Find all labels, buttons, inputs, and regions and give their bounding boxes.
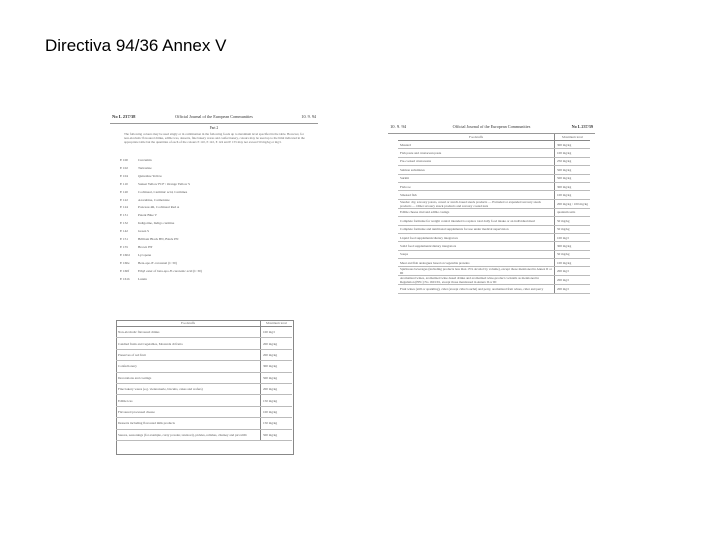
max-level-cell: 100 mg/kg — [555, 191, 590, 199]
foodstuff-cell: Salmon substitutes — [398, 166, 555, 174]
e-number: E 151 — [120, 237, 129, 242]
table-row — [398, 141, 590, 149]
foodstuff-cell: Decorations and coatings — [116, 372, 261, 383]
colour-list-item — [120, 252, 250, 260]
colour-list-item — [120, 268, 250, 276]
colour-list-item — [120, 260, 250, 268]
colour-name: Quinoline Yellow — [138, 173, 162, 178]
max-level-cell: 100 mg/kg — [555, 149, 590, 157]
colour-list-item — [120, 220, 250, 228]
max-level-cell: 500 mg/kg — [555, 166, 590, 174]
table-row — [398, 149, 590, 157]
table-row — [398, 250, 590, 258]
e-number: E 131 — [120, 213, 129, 218]
table-row — [398, 174, 590, 182]
foodstuff-cell: Complete formulae for weight control intended to replace total daily food intake or an individual meal — [398, 217, 555, 225]
max-level-cell: 50 mg/kg — [555, 225, 590, 233]
table-row — [116, 349, 292, 360]
scanned-page-left — [110, 110, 318, 455]
colour-name: Lycopene — [138, 252, 152, 257]
colour-list — [120, 157, 250, 284]
page-date: 10. 9. 94 — [301, 114, 316, 119]
foodstuff-cell: Sauces, seasonings (for example, curry powder, tandoori), pickles, relishes, chutney and piccalilli — [116, 429, 261, 440]
max-level-cell: 200 mg/kg — [261, 338, 293, 349]
table-row — [398, 276, 590, 285]
table-row — [398, 259, 590, 267]
table-row — [398, 157, 590, 165]
max-level-cell: 100 mg/l — [261, 327, 293, 338]
colour-list-item — [120, 189, 250, 197]
colour-name: Ethyl ester of beta-apo-8'-carotenic acid (C 30) — [138, 268, 202, 273]
colour-name: Azorubine, Carmoisine — [138, 197, 170, 202]
foodstuff-cell: Solid food supplements/dietary integrators — [398, 242, 555, 250]
max-level-cell: 100 mg/kg — [261, 406, 293, 417]
colour-list-item — [120, 165, 250, 173]
foodstuff-cell: Non-alcoholic flavoured drinks — [116, 327, 261, 338]
table-row — [398, 233, 590, 241]
header-rule — [110, 123, 318, 124]
colour-list-item — [120, 157, 250, 165]
max-level-cell: 50 mg/kg — [555, 250, 590, 258]
col-header-max-level: Maximum level — [555, 134, 590, 141]
max-level-cell: 200 mg/kg / 100 mg/kg — [555, 199, 590, 208]
page-date: 10. 9. 94 — [390, 124, 407, 129]
table-row — [116, 372, 292, 383]
colour-list-item — [120, 197, 250, 205]
e-number: E 122 — [120, 197, 129, 202]
col-header-foodstuffs: Foodstuffs — [116, 320, 261, 327]
e-number: E 142 — [120, 229, 129, 234]
colour-list-item — [120, 204, 250, 212]
foodstuff-cell: Fine bakery wares (e.g. viennoiserie, biscuits, cakes and wafers) — [116, 383, 261, 394]
colour-name: Lutein — [138, 276, 147, 281]
max-level-cell: quantum satis — [555, 208, 590, 216]
page-ref: No L 237/39 — [571, 124, 593, 129]
max-level-cell: 500 mg/kg — [555, 174, 590, 182]
table-row — [116, 338, 292, 349]
colour-list-item — [120, 276, 250, 284]
table-row — [398, 182, 590, 190]
table-row — [116, 383, 292, 394]
table-row — [398, 166, 590, 174]
colour-list-item — [120, 173, 250, 181]
page-header — [110, 114, 318, 122]
page-header — [388, 124, 595, 132]
table-row — [116, 395, 292, 406]
e-number: E 160d — [120, 252, 130, 257]
max-level-cell: 300 mg/kg — [261, 361, 293, 372]
max-level-cell: 250 mg/kg — [555, 157, 590, 165]
table-row — [398, 217, 590, 225]
part-heading: Part 2 — [209, 126, 219, 130]
e-number: E 124 — [120, 205, 129, 210]
foodstuff-cell: Spirituous beverages (including products less than 15% alcohol by volume), except those mentioned in Annex II or III — [398, 267, 555, 276]
colour-name: Tartrazine — [138, 165, 152, 170]
e-number: E 160f — [120, 268, 130, 273]
col-header-max-level: Maximum level — [261, 320, 293, 327]
foodstuff-cell: Preserves of red fruit — [116, 349, 261, 360]
colour-name: Cochineal, Carminic acid, Carmines — [138, 189, 188, 194]
max-level-cell: 300 mg/kg — [555, 141, 590, 149]
foodstuff-cell: Fish roe — [398, 182, 555, 190]
table-row — [398, 208, 590, 216]
colour-name: Patent Blue V — [138, 213, 157, 218]
table-row — [398, 199, 590, 208]
foodstuff-cell: Confectionery — [116, 361, 261, 372]
foodstuff-cell: Edible ices — [116, 395, 261, 406]
foodstuff-cell: Meat and fish analogues based on vegetable proteins — [398, 259, 555, 267]
foodstuff-cell: Fruit wines (still or sparkling), cider (except cidre bouché) and perry, aromatized fruit wines, cider and perry — [398, 285, 555, 293]
foodstuff-cell: Mustard — [398, 141, 555, 149]
table-row — [398, 191, 590, 199]
foodstuff-cell: Fish paste and crustacean paste — [398, 149, 555, 157]
max-level-cell: 200 mg/l — [555, 267, 590, 276]
table-row — [116, 406, 292, 417]
max-level-cell: 150 mg/kg — [261, 418, 293, 429]
colour-name: Curcumin — [138, 158, 152, 162]
colour-name: Brilliant Black BN, Black PN — [138, 237, 179, 242]
foodstuff-cell: Liquid food supplements/dietary integrators — [398, 233, 555, 241]
colour-name: Ponceau 4R, Cochineal Red A — [138, 205, 180, 210]
table-row — [398, 285, 590, 293]
foodstuff-cell: Pre-cooked crustaceans — [398, 157, 555, 165]
table-row — [398, 267, 590, 276]
table-row — [398, 242, 590, 250]
foodstuff-cell: Complete formulae and nutritional supplements for use under medical supervision — [398, 225, 555, 233]
slide-title: Directiva 94/36 Annex V — [45, 36, 227, 55]
table-row — [116, 361, 292, 372]
colour-name: Indigotine, Indigo carmine — [138, 221, 175, 226]
e-number: E 120 — [120, 189, 129, 194]
table-row — [116, 327, 292, 338]
journal-name: Official Journal of the European Communities — [452, 124, 531, 129]
max-level-cell: 300 mg/kg — [555, 242, 590, 250]
e-number: E 100 — [120, 158, 129, 162]
max-level-cell: 100 mg/l — [555, 233, 590, 241]
max-level-cell: 200 mg/l — [555, 276, 590, 285]
max-levels-table — [116, 320, 292, 441]
max-levels-table — [398, 134, 590, 294]
e-number: E 132 — [120, 221, 129, 226]
table-row — [116, 429, 292, 440]
colour-list-item — [120, 212, 250, 220]
e-number: E 104 — [120, 173, 129, 178]
max-level-cell: 200 mg/kg — [261, 349, 293, 360]
foodstuff-cell: Soups — [398, 250, 555, 258]
e-number: E 161b — [120, 276, 130, 281]
foodstuff-cell: Snacks: dry, savoury potato, cereal or starch-based snack products — Extruded or expanded savoury snack products — Other savoury snack products and savoury coated nuts — [398, 199, 555, 208]
max-level-cell: 100 mg/kg — [555, 259, 590, 267]
e-number: E 102 — [120, 165, 129, 170]
foodstuff-cell: Aromatized wines, aromatized wine-based drinks and aromatized wine-product cocktails as mentioned in Regulation (EEC) No 1601/91, except those mentioned in Annex II or III — [398, 276, 555, 285]
max-level-cell: 500 mg/kg — [261, 372, 293, 383]
colour-list-item — [120, 181, 250, 189]
max-level-cell: 150 mg/kg — [261, 395, 293, 406]
table-row — [398, 225, 590, 233]
foodstuff-cell: Edible cheese rind and edible casings — [398, 208, 555, 216]
foodstuff-cell: Desserts including flavoured milk products — [116, 418, 261, 429]
max-level-cell: 200 mg/kg — [261, 383, 293, 394]
max-level-cell: 50 mg/kg — [555, 217, 590, 225]
col-header-foodstuffs: Foodstuffs — [398, 134, 555, 141]
max-level-cell: 200 mg/l — [555, 285, 590, 293]
e-number: E 155 — [120, 244, 129, 249]
colour-list-item — [120, 228, 250, 236]
colour-list-item — [120, 236, 250, 244]
foodstuff-cell: Candied fruits and vegetables, Mostarda di frutta — [116, 338, 261, 349]
table-row — [116, 418, 292, 429]
colour-list-item — [120, 244, 250, 252]
e-number: E 160e — [120, 260, 130, 265]
foodstuff-cell: Smoked fish — [398, 191, 555, 199]
colour-name: Green S — [138, 229, 150, 234]
colour-name: Sunset Yellow FCF / Orange Yellow S — [138, 181, 190, 186]
journal-name: Official Journal of the European Communities — [175, 114, 253, 119]
page-ref: No L 237/38 — [112, 114, 136, 119]
colour-name: Beta-apo-8'-carotenal (C 30) — [138, 260, 177, 265]
intro-paragraph: The following colours may be used singly or in combination in the following foods up to maximum level specified in the table. However, for non-alcoholic flavoured drinks, edible ices, desserts, fine bakery wares and confectionery, colours may be used up to the limit indicated in the appropriate table but the quantities of each of the colours E 110, E 122, E 124 and E 155 may not exceed 50 mg/kg or mg/l. — [124, 132, 305, 145]
max-level-cell: 500 mg/kg — [261, 429, 293, 440]
foodstuff-cell: Flavoured processed cheese — [116, 406, 261, 417]
scanned-page-right — [388, 120, 595, 425]
foodstuff-cell: Surimi — [398, 174, 555, 182]
e-number: E 110 — [120, 181, 128, 186]
colour-name: Brown HT — [138, 244, 153, 249]
max-level-cell: 300 mg/kg — [555, 182, 590, 190]
